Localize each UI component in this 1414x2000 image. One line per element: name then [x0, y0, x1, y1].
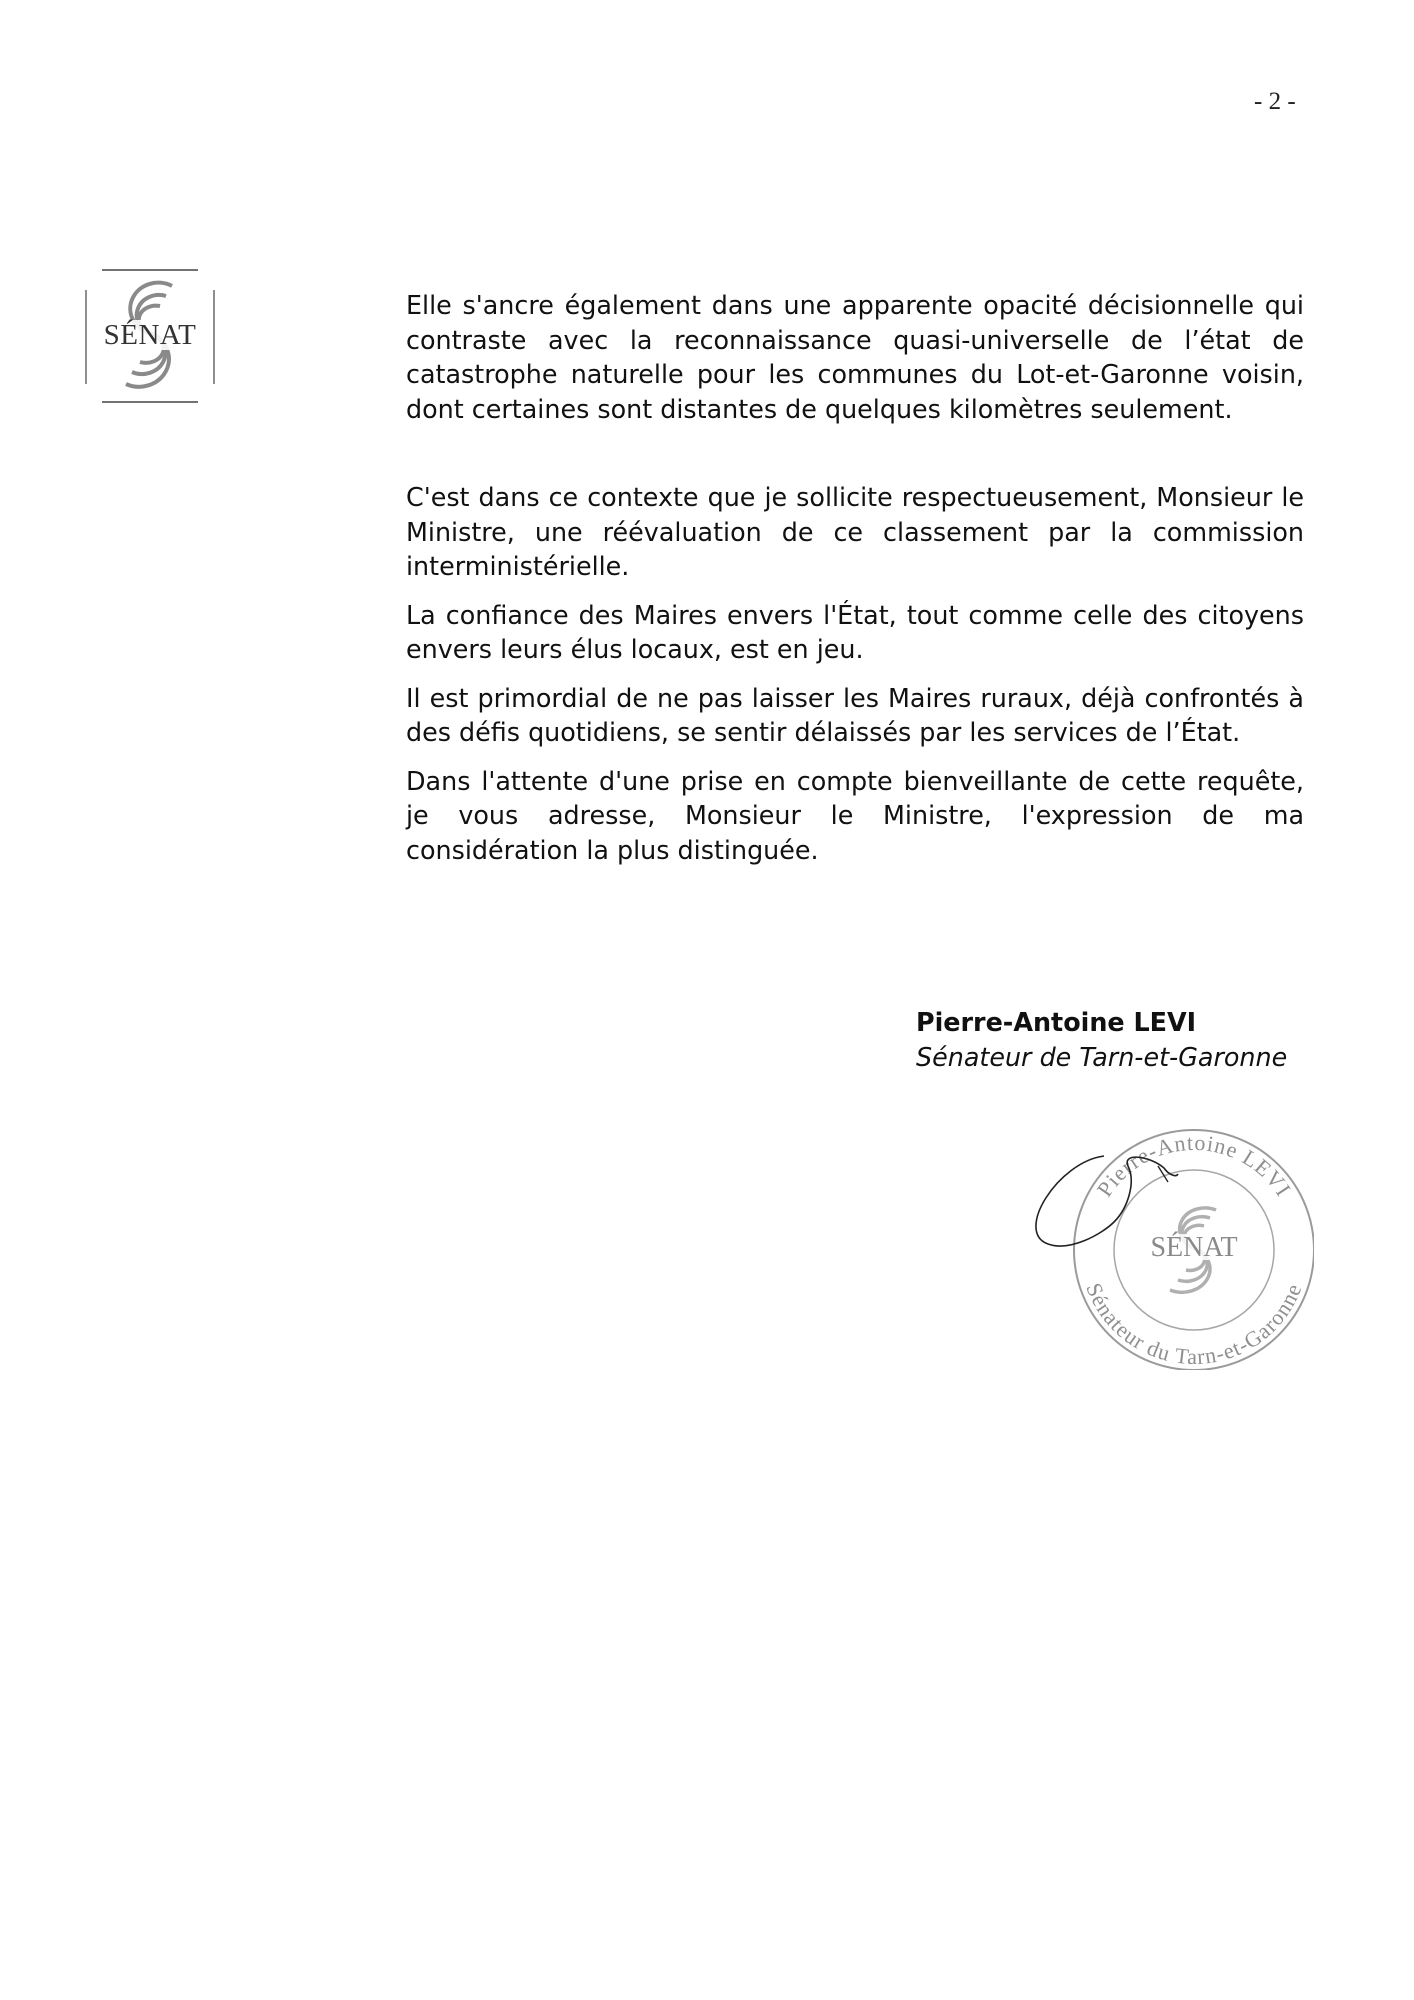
senat-seal-stamp: [1018, 1122, 1314, 1370]
letter-paragraph: Dans l'attente d'une prise en compte bienveillante de cette requête, je vous adresse, Monsieur le Ministre, l'expression de ma considération la plus distinguée.: [406, 765, 1304, 865]
page-number: - 2 -: [1254, 88, 1296, 115]
svg-text:Pierre-Antoine LEVI: [1092, 1130, 1297, 1201]
signer-name: Pierre-Antoine LEVI: [916, 1007, 1197, 1037]
letter-paragraph: Elle s'ancre également dans une apparente opacité décisionnelle qui contraste avec la reconnaissance quasi-universelle de l’état de catastrophe naturelle pour les communes du Lot-et-Garonne voisin, dont certaines sont distantes de quelques kilomètres seulement.: [406, 290, 1304, 424]
svg-text:Sénateur du Tarn-et-Garonne: [1081, 1279, 1306, 1369]
letter-paragraph: C'est dans ce contexte que je sollicite respectueusement, Monsieur le Ministre, une réévaluation de ce classement par la commission interministérielle.: [406, 482, 1304, 581]
signature-block: [828, 1005, 1304, 1075]
seal-top-text: Pierre-Antoine LEVI: [1091, 1129, 1297, 1202]
senat-logo-icon: [80, 268, 220, 404]
signer-title: Sénateur de Tarn-et-Garonne: [916, 1042, 1288, 1072]
letter-paragraph: Il est primordial de ne pas laisser les Maires ruraux, déjà confrontés à des défis quotidiens, se sentir délaissés par les services de l’État.: [406, 682, 1304, 747]
seal-center-text: SÉNAT: [1150, 1232, 1238, 1263]
letter-paragraph: La confiance des Maires envers l'État, tout comme celle des citoyens envers leurs élus locaux, est en jeu.: [406, 599, 1304, 664]
senat-logo-text: SÉNAT: [103, 319, 197, 351]
letter-body: [406, 288, 1304, 881]
seal-bottom-text: Sénateur du Tarn-et-Garonne: [1081, 1279, 1307, 1370]
